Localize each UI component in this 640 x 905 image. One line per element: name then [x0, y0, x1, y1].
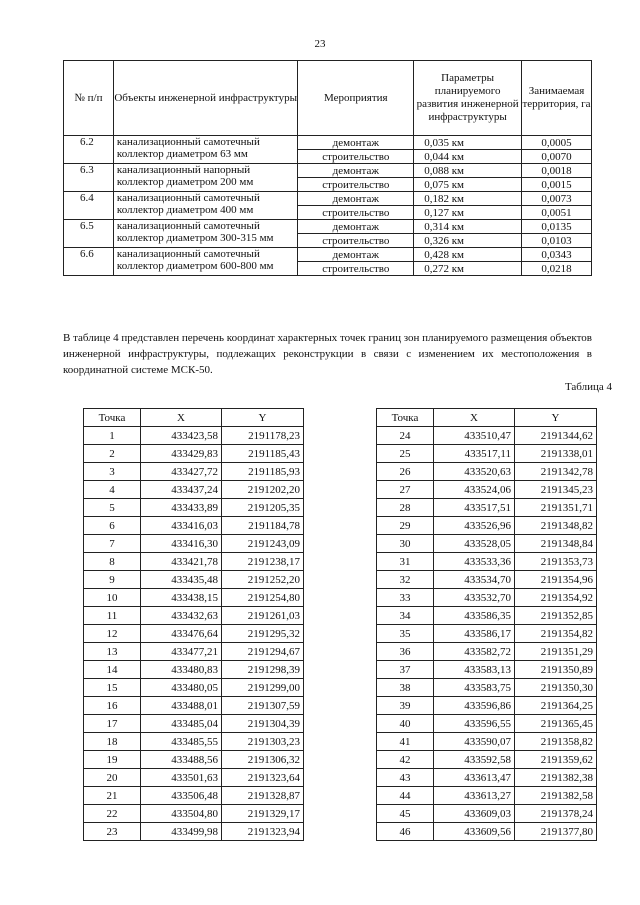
- table-row: [84, 643, 304, 661]
- cell-y: 2191306,32: [222, 751, 304, 769]
- header-point: Точка: [84, 409, 141, 427]
- cell-area: 0,0135: [522, 220, 592, 234]
- cell-x: 433532,70: [434, 589, 515, 607]
- cell-x: 433488,01: [141, 697, 222, 715]
- cell-y: 2191359,62: [515, 751, 597, 769]
- table-row: [84, 715, 304, 733]
- header-action: Мероприятия: [298, 61, 414, 136]
- cell-point: 38: [377, 679, 434, 697]
- cell-y: 2191351,71: [515, 499, 597, 517]
- cell-y: 2191329,17: [222, 805, 304, 823]
- header-num: № п/п: [64, 61, 114, 136]
- cell-x: 433435,48: [141, 571, 222, 589]
- cell-param: 0,075 км: [414, 178, 522, 192]
- cell-action: строительство: [298, 150, 414, 164]
- cell-point: 40: [377, 715, 434, 733]
- cell-y: 2191178,23: [222, 427, 304, 445]
- cell-x: 433476,64: [141, 625, 222, 643]
- table-row: [84, 751, 304, 769]
- cell-param: 0,182 км: [414, 192, 522, 206]
- cell-y: 2191351,29: [515, 643, 597, 661]
- cell-x: 433609,03: [434, 805, 515, 823]
- cell-x: 433534,70: [434, 571, 515, 589]
- cell-y: 2191354,96: [515, 571, 597, 589]
- cell-x: 433477,21: [141, 643, 222, 661]
- header-area: Занимаемая территория, га: [522, 61, 592, 136]
- cell-point: 30: [377, 535, 434, 553]
- coordinates-table-left: [83, 408, 304, 841]
- cell-area: 0,0051: [522, 206, 592, 220]
- cell-param: 0,044 км: [414, 150, 522, 164]
- header-object: Объекты инженерной инфраструктуры: [113, 61, 298, 136]
- cell-y: 2191303,23: [222, 733, 304, 751]
- cell-x: 433499,98: [141, 823, 222, 841]
- cell-y: 2191254,80: [222, 589, 304, 607]
- table-row: [64, 164, 592, 178]
- intro-paragraph: В таблице 4 представлен перечень координат характерных точек границ зон планируемого размещения объектов инженерной инфраструктуры, подлежащих реконструкции в связи с изменением их местоположения в координатной системе МСК-50.: [63, 332, 592, 376]
- cell-y: 2191184,78: [222, 517, 304, 535]
- cell-x: 433586,17: [434, 625, 515, 643]
- cell-param: 0,272 км: [414, 262, 522, 276]
- table-row: [84, 589, 304, 607]
- cell-point: 33: [377, 589, 434, 607]
- cell-y: 2191377,80: [515, 823, 597, 841]
- cell-point: 42: [377, 751, 434, 769]
- cell-action: демонтаж: [298, 136, 414, 150]
- cell-y: 2191261,03: [222, 607, 304, 625]
- cell-point: 29: [377, 517, 434, 535]
- cell-y: 2191205,35: [222, 499, 304, 517]
- cell-point: 9: [84, 571, 141, 589]
- header-x: X: [434, 409, 515, 427]
- cell-y: 2191252,20: [222, 571, 304, 589]
- cell-y: 2191344,62: [515, 427, 597, 445]
- cell-area: 0,0018: [522, 164, 592, 178]
- cell-point: 32: [377, 571, 434, 589]
- cell-y: 2191358,82: [515, 733, 597, 751]
- table-row: [84, 805, 304, 823]
- table-row: [84, 823, 304, 841]
- cell-y: 2191202,20: [222, 481, 304, 499]
- cell-x: 433596,86: [434, 697, 515, 715]
- cell-x: 433613,47: [434, 769, 515, 787]
- cell-area: 0,0218: [522, 262, 592, 276]
- cell-y: 2191348,84: [515, 535, 597, 553]
- cell-y: 2191307,59: [222, 697, 304, 715]
- cell-x: 433583,13: [434, 661, 515, 679]
- cell-action: демонтаж: [298, 164, 414, 178]
- header-params: Параметры планируемого развития инженерной инфраструктуры: [414, 61, 522, 136]
- cell-point: 19: [84, 751, 141, 769]
- header-point: Точка: [377, 409, 434, 427]
- cell-x: 433592,58: [434, 751, 515, 769]
- cell-y: 2191295,32: [222, 625, 304, 643]
- cell-param: 0,035 км: [414, 136, 522, 150]
- cell-area: 0,0103: [522, 234, 592, 248]
- cell-x: 433583,75: [434, 679, 515, 697]
- cell-x: 433423,58: [141, 427, 222, 445]
- cell-y: 2191345,23: [515, 481, 597, 499]
- table-row: [84, 661, 304, 679]
- cell-point: 35: [377, 625, 434, 643]
- cell-object: канализационный самотечный коллектор диаметром 600-800 мм: [113, 248, 298, 276]
- table-row: [377, 769, 597, 787]
- table-row: [377, 697, 597, 715]
- cell-x: 433485,04: [141, 715, 222, 733]
- table-row: [377, 535, 597, 553]
- cell-object: канализационный самотечный коллектор диаметром 400 мм: [113, 192, 298, 220]
- cell-x: 433427,72: [141, 463, 222, 481]
- table-row: [84, 769, 304, 787]
- cell-point: 11: [84, 607, 141, 625]
- table-row: [84, 607, 304, 625]
- cell-y: 2191294,67: [222, 643, 304, 661]
- cell-y: 2191243,09: [222, 535, 304, 553]
- cell-x: 433517,51: [434, 499, 515, 517]
- cell-object: канализационный самотечный коллектор диаметром 300-315 мм: [113, 220, 298, 248]
- cell-action: строительство: [298, 234, 414, 248]
- cell-x: 433432,63: [141, 607, 222, 625]
- cell-x: 433437,24: [141, 481, 222, 499]
- cell-x: 433501,63: [141, 769, 222, 787]
- cell-x: 433517,11: [434, 445, 515, 463]
- cell-x: 433528,05: [434, 535, 515, 553]
- cell-x: 433416,30: [141, 535, 222, 553]
- infra-header-row: [64, 61, 592, 136]
- cell-point: 15: [84, 679, 141, 697]
- table-row: [377, 823, 597, 841]
- cell-y: 2191354,82: [515, 625, 597, 643]
- table-row: [84, 571, 304, 589]
- cell-point: 31: [377, 553, 434, 571]
- cell-action: демонтаж: [298, 248, 414, 262]
- cell-param: 0,428 км: [414, 248, 522, 262]
- cell-y: 2191350,30: [515, 679, 597, 697]
- table-row: [377, 805, 597, 823]
- cell-point: 1: [84, 427, 141, 445]
- cell-point: 12: [84, 625, 141, 643]
- cell-y: 2191323,94: [222, 823, 304, 841]
- cell-x: 433586,35: [434, 607, 515, 625]
- table-row: [84, 733, 304, 751]
- cell-object: канализационный самотечный коллектор диаметром 63 мм: [113, 136, 298, 164]
- cell-y: 2191298,39: [222, 661, 304, 679]
- cell-y: 2191382,38: [515, 769, 597, 787]
- cell-y: 2191304,39: [222, 715, 304, 733]
- cell-point: 7: [84, 535, 141, 553]
- table-row: [84, 463, 304, 481]
- cell-area: 0,0070: [522, 150, 592, 164]
- cell-x: 433421,78: [141, 553, 222, 571]
- cell-point: 43: [377, 769, 434, 787]
- table-row: [377, 571, 597, 589]
- cell-y: 2191365,45: [515, 715, 597, 733]
- cell-object: канализационный напорный коллектор диаметром 200 мм: [113, 164, 298, 192]
- table-row: [377, 625, 597, 643]
- cell-x: 433524,06: [434, 481, 515, 499]
- cell-x: 433520,63: [434, 463, 515, 481]
- table-row: [84, 499, 304, 517]
- table-row: [377, 481, 597, 499]
- cell-point: 16: [84, 697, 141, 715]
- cell-x: 433416,03: [141, 517, 222, 535]
- cell-point: 5: [84, 499, 141, 517]
- cell-param: 0,326 км: [414, 234, 522, 248]
- table-row: [377, 661, 597, 679]
- cell-param: 0,088 км: [414, 164, 522, 178]
- cell-y: 2191348,82: [515, 517, 597, 535]
- cell-y: 2191353,73: [515, 553, 597, 571]
- table-row: [84, 445, 304, 463]
- table-row: [377, 643, 597, 661]
- table-row: [377, 751, 597, 769]
- header-y: Y: [222, 409, 304, 427]
- cell-y: 2191238,17: [222, 553, 304, 571]
- cell-area: 0,0073: [522, 192, 592, 206]
- cell-x: 433526,96: [434, 517, 515, 535]
- table-row: [84, 787, 304, 805]
- coordinates-table-right: [376, 408, 597, 841]
- table-row: [377, 679, 597, 697]
- cell-y: 2191323,64: [222, 769, 304, 787]
- table-row: [377, 499, 597, 517]
- cell-point: 34: [377, 607, 434, 625]
- cell-y: 2191364,25: [515, 697, 597, 715]
- table-row: [84, 481, 304, 499]
- cell-y: 2191342,78: [515, 463, 597, 481]
- table-row: [84, 625, 304, 643]
- cell-action: строительство: [298, 206, 414, 220]
- cell-area: 0,0005: [522, 136, 592, 150]
- cell-point: 27: [377, 481, 434, 499]
- coord-header-row: [84, 409, 304, 427]
- table-row: [84, 679, 304, 697]
- cell-point: 4: [84, 481, 141, 499]
- table-row: [377, 715, 597, 733]
- infrastructure-table: [63, 60, 592, 276]
- header-y: Y: [515, 409, 597, 427]
- cell-action: демонтаж: [298, 192, 414, 206]
- cell-y: 2191350,89: [515, 661, 597, 679]
- table-row: [84, 535, 304, 553]
- cell-point: 21: [84, 787, 141, 805]
- cell-area: 0,0343: [522, 248, 592, 262]
- coord-header-row: [377, 409, 597, 427]
- table-row: [84, 517, 304, 535]
- cell-point: 39: [377, 697, 434, 715]
- cell-x: 433613,27: [434, 787, 515, 805]
- table-row: [377, 553, 597, 571]
- cell-y: 2191354,92: [515, 589, 597, 607]
- table-row: [377, 607, 597, 625]
- cell-point: 13: [84, 643, 141, 661]
- cell-point: 6: [84, 517, 141, 535]
- cell-x: 433504,80: [141, 805, 222, 823]
- cell-x: 433582,72: [434, 643, 515, 661]
- cell-x: 433609,56: [434, 823, 515, 841]
- table-row: [64, 192, 592, 206]
- cell-x: 433480,05: [141, 679, 222, 697]
- table-row: [64, 220, 592, 234]
- header-x: X: [141, 409, 222, 427]
- page-number: 23: [314, 38, 326, 50]
- cell-num: 6.5: [64, 220, 114, 248]
- cell-point: 44: [377, 787, 434, 805]
- cell-action: демонтаж: [298, 220, 414, 234]
- cell-point: 14: [84, 661, 141, 679]
- cell-point: 24: [377, 427, 434, 445]
- cell-param: 0,314 км: [414, 220, 522, 234]
- cell-point: 25: [377, 445, 434, 463]
- cell-y: 2191328,87: [222, 787, 304, 805]
- table-row: [377, 427, 597, 445]
- cell-point: 28: [377, 499, 434, 517]
- cell-x: 433480,83: [141, 661, 222, 679]
- cell-point: 20: [84, 769, 141, 787]
- cell-y: 2191378,24: [515, 805, 597, 823]
- cell-point: 22: [84, 805, 141, 823]
- cell-x: 433485,55: [141, 733, 222, 751]
- cell-point: 3: [84, 463, 141, 481]
- table-row: [377, 589, 597, 607]
- table-row: [377, 445, 597, 463]
- cell-x: 433433,89: [141, 499, 222, 517]
- cell-num: 6.4: [64, 192, 114, 220]
- table-row: [377, 733, 597, 751]
- table-row: [84, 553, 304, 571]
- cell-x: 433488,56: [141, 751, 222, 769]
- table-row: [377, 787, 597, 805]
- cell-point: 26: [377, 463, 434, 481]
- cell-x: 433438,15: [141, 589, 222, 607]
- cell-point: 10: [84, 589, 141, 607]
- cell-y: 2191338,01: [515, 445, 597, 463]
- table-row: [377, 463, 597, 481]
- table-row: [64, 248, 592, 262]
- cell-area: 0,0015: [522, 178, 592, 192]
- cell-point: 41: [377, 733, 434, 751]
- table-row: [64, 136, 592, 150]
- cell-point: 45: [377, 805, 434, 823]
- table-row: [84, 427, 304, 445]
- cell-x: 433590,07: [434, 733, 515, 751]
- cell-num: 6.2: [64, 136, 114, 164]
- cell-num: 6.3: [64, 164, 114, 192]
- cell-point: 36: [377, 643, 434, 661]
- cell-y: 2191185,43: [222, 445, 304, 463]
- cell-point: 17: [84, 715, 141, 733]
- table-row: [84, 697, 304, 715]
- cell-point: 2: [84, 445, 141, 463]
- table-caption: Таблица 4: [564, 381, 612, 393]
- cell-action: строительство: [298, 262, 414, 276]
- cell-y: 2191352,85: [515, 607, 597, 625]
- cell-point: 23: [84, 823, 141, 841]
- cell-point: 8: [84, 553, 141, 571]
- cell-point: 46: [377, 823, 434, 841]
- cell-x: 433533,36: [434, 553, 515, 571]
- cell-x: 433510,47: [434, 427, 515, 445]
- cell-param: 0,127 км: [414, 206, 522, 220]
- cell-point: 37: [377, 661, 434, 679]
- cell-y: 2191299,00: [222, 679, 304, 697]
- cell-num: 6.6: [64, 248, 114, 276]
- cell-x: 433596,55: [434, 715, 515, 733]
- cell-point: 18: [84, 733, 141, 751]
- cell-action: строительство: [298, 178, 414, 192]
- cell-x: 433506,48: [141, 787, 222, 805]
- table-row: [377, 517, 597, 535]
- cell-x: 433429,83: [141, 445, 222, 463]
- cell-y: 2191382,58: [515, 787, 597, 805]
- cell-y: 2191185,93: [222, 463, 304, 481]
